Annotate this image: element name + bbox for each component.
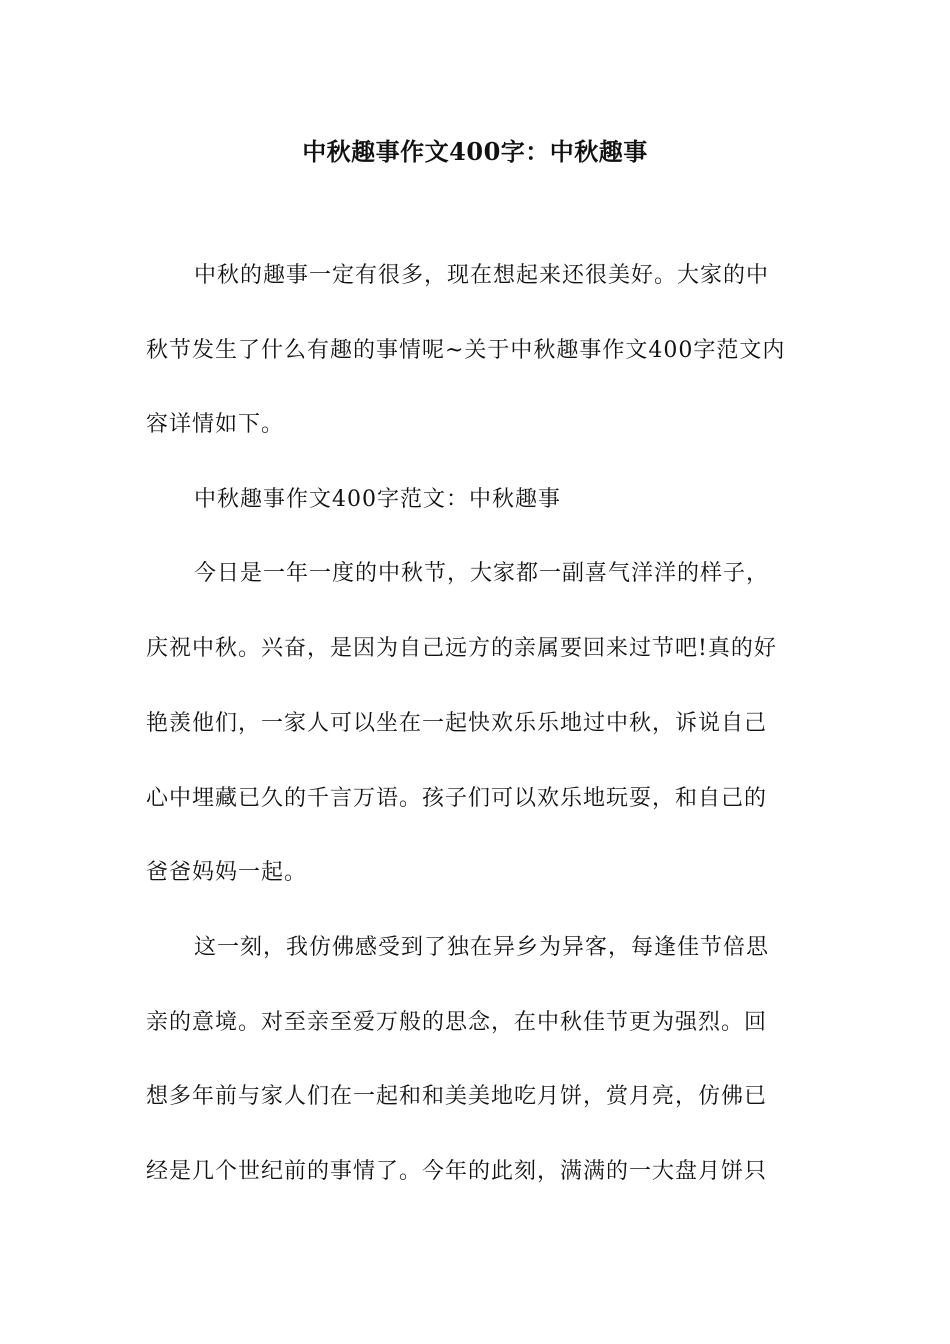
- paragraph-4-line-1: 这一刻，我仿佛感受到了独在异乡为异客，每逢佳节倍思: [194, 935, 770, 960]
- document-title: 中秋趣事作文400字：中秋趣事: [302, 137, 648, 166]
- paragraph-3-line-3: 艳羡他们，一家人可以坐在一起快欢乐乐地过中秋，诉说自己: [146, 711, 768, 736]
- paragraph-1-line-3: 容详情如下。: [146, 412, 285, 437]
- paragraph-3-line-5: 爸爸妈妈一起。: [146, 860, 308, 885]
- paragraph-4-line-4: 经是几个世纪前的事情了。今年的此刻，满满的一大盘月饼只: [146, 1159, 768, 1184]
- paragraph-3-line-4: 心中埋藏已久的千言万语。孩子们可以欢乐地玩耍，和自己的: [146, 786, 768, 811]
- paragraph-1-line-2: 秋节发生了什么有趣的事情呢~关于中秋趣事作文400字范文内: [146, 338, 786, 363]
- paragraph-3-line-2: 庆祝中秋。兴奋，是因为自己远方的亲属要回来过节吧!真的好: [146, 636, 777, 661]
- paragraph-1-line-1: 中秋的趣事一定有很多，现在想起来还很美好。大家的中: [194, 263, 770, 288]
- paragraph-4-line-2: 亲的意境。对至亲至爱万般的思念，在中秋佳节更为强烈。回: [146, 1010, 768, 1035]
- paragraph-4-line-3: 想多年前与家人们在一起和和美美地吃月饼，赏月亮，仿佛已: [146, 1084, 768, 1109]
- paragraph-3-line-1: 今日是一年一度的中秋节，大家都一副喜气洋洋的样子，: [194, 561, 770, 586]
- paragraph-2-line-1: 中秋趣事作文400字范文：中秋趣事: [194, 487, 561, 512]
